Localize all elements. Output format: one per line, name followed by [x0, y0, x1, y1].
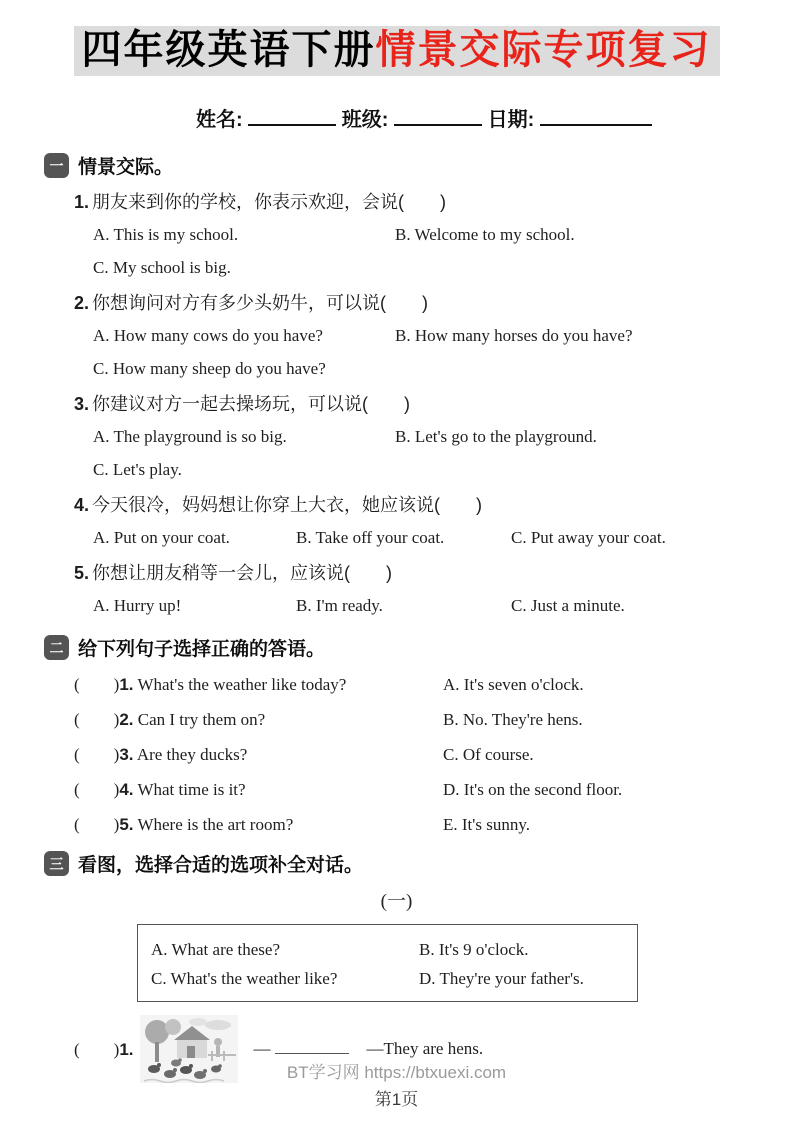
footer-site-link[interactable]: BT学习网 https://btxuexi.com — [286, 1063, 507, 1082]
page-title — [74, 26, 720, 76]
question-text: 朋友来到你的学校，你表示欢迎，会说( ) — [92, 192, 447, 212]
question-stem — [74, 392, 793, 416]
student-info-line — [196, 103, 793, 132]
match-row-2 — [74, 708, 793, 731]
option-row — [93, 526, 793, 550]
match-question-text: Where is the art room? — [137, 815, 294, 834]
question-2 — [0, 291, 793, 381]
box-option-b: B. It's 9 o'clock. — [419, 940, 529, 959]
answer-blank: ( ) — [74, 1039, 120, 1059]
question-text: 你想让朋友稍等一会儿，应该说( ) — [92, 563, 393, 583]
option-a: A. Hurry up! — [93, 596, 182, 615]
match-number: 1. — [119, 675, 134, 694]
match-row-3 — [74, 743, 793, 766]
match-answer: D. It's on the second floor. — [443, 780, 623, 799]
option-b: B. Let's go to the playground. — [395, 427, 597, 446]
dialogue-part-label: (一) — [380, 891, 413, 912]
section-two-header — [44, 634, 793, 661]
match-question — [74, 813, 443, 836]
match-row-1 — [74, 673, 793, 696]
options-box-row — [151, 939, 637, 961]
question-text: 你想询问对方有多少头奶牛，可以说( ) — [92, 293, 429, 313]
box-option-a: A. What are these? — [151, 940, 281, 959]
answer-blank: ( ) — [74, 745, 120, 764]
match-number: 2. — [119, 710, 134, 729]
match-answer: B. No. They're hens. — [443, 710, 583, 729]
section-two-icon: 二 — [44, 635, 69, 660]
section-three-icon: 三 — [44, 851, 69, 876]
match-answer: C. Of course. — [443, 745, 534, 764]
answer-blank: ( ) — [74, 710, 120, 729]
match-answer: A. It's seven o'clock. — [443, 675, 584, 694]
question-stem — [74, 291, 793, 315]
option-c: C. My school is big. — [93, 258, 231, 277]
answer-blank: ( ) — [74, 675, 120, 694]
section-two-title: 给下列句子选择正确的答语。 — [78, 639, 326, 660]
question-number: 1. — [74, 192, 90, 212]
dash: — — [253, 1039, 271, 1058]
option-c: C. Let's play. — [93, 460, 182, 479]
match-row-5 — [74, 813, 793, 836]
dialogue-item-number: 1. — [119, 1039, 134, 1059]
answer-blank: ( ) — [74, 815, 120, 834]
match-question — [74, 708, 443, 731]
question-number: 4. — [74, 495, 90, 515]
name-label: 姓名: — [196, 109, 243, 131]
question-5 — [0, 561, 793, 618]
option-b: B. How many horses do you have? — [395, 326, 633, 345]
question-stem — [74, 190, 793, 214]
class-blank — [394, 107, 482, 126]
title-banner — [0, 26, 793, 76]
match-question-text: Can I try them on? — [137, 710, 266, 729]
match-question-text: Are they ducks? — [136, 745, 248, 764]
options-box-row — [151, 968, 637, 990]
option-row — [93, 594, 793, 618]
question-number: 3. — [74, 394, 90, 414]
option-row — [93, 324, 793, 348]
option-b: B. Take off your coat. — [296, 528, 445, 547]
option-b: B. I'm ready. — [296, 596, 383, 615]
title-red-part: 情景交际专项复习 — [375, 28, 712, 72]
option-c: C. Just a minute. — [511, 596, 625, 615]
question-stem — [74, 493, 793, 517]
option-row — [93, 458, 793, 482]
options-box — [137, 924, 638, 1002]
question-number: 5. — [74, 563, 90, 583]
option-row — [93, 425, 793, 449]
page-footer — [0, 1058, 793, 1110]
question-3 — [0, 392, 793, 482]
match-row-4 — [74, 778, 793, 801]
match-question — [74, 778, 443, 801]
date-blank — [540, 107, 652, 126]
option-a: A. How many cows do you have? — [93, 326, 323, 345]
name-blank — [248, 107, 336, 126]
match-question — [74, 743, 443, 766]
option-c: C. How many sheep do you have? — [93, 359, 326, 378]
match-question-text: What's the weather like today? — [137, 675, 347, 694]
class-label: 班级: — [341, 109, 389, 131]
answer-blank: ( ) — [74, 780, 120, 799]
section-three-header — [44, 850, 793, 877]
section-one-title: 情景交际。 — [78, 157, 174, 178]
question-stem — [74, 561, 793, 585]
section-three-title: 看图，选择合适的选项补全对话。 — [78, 855, 364, 876]
option-c: C. Put away your coat. — [511, 528, 666, 547]
match-number: 5. — [119, 815, 134, 834]
footer-page-number: 第1页 — [374, 1090, 419, 1109]
section-one-icon: 一 — [44, 153, 69, 178]
box-option-c: C. What's the weather like? — [151, 969, 338, 988]
match-question — [74, 673, 443, 696]
dialogue-answer: —They are hens. — [366, 1039, 484, 1058]
section-one-header — [44, 152, 793, 179]
question-number: 2. — [74, 293, 90, 313]
option-a: A. This is my school. — [93, 225, 239, 244]
option-a: A. Put on your coat. — [93, 528, 230, 547]
match-number: 3. — [119, 745, 134, 764]
question-text: 你建议对方一起去操场玩，可以说( ) — [92, 394, 411, 414]
title-black-part: 四年级英语下册 — [81, 28, 376, 72]
option-row — [93, 223, 793, 247]
question-text: 今天很冷，妈妈想让你穿上大衣，她应该说( ) — [92, 495, 483, 515]
option-row — [93, 357, 793, 381]
option-row — [93, 256, 793, 280]
match-question-text: What time is it? — [137, 780, 246, 799]
dialogue-blank-line — [254, 1039, 484, 1059]
box-option-d: D. They're your father's. — [419, 969, 584, 988]
date-label: 日期: — [487, 109, 535, 131]
question-1 — [0, 190, 793, 280]
fill-in-blank — [275, 1039, 349, 1054]
option-a: A. The playground is so big. — [93, 427, 287, 446]
match-number: 4. — [119, 780, 134, 799]
option-b: B. Welcome to my school. — [395, 225, 575, 244]
match-answer: E. It's sunny. — [443, 815, 530, 834]
question-4 — [0, 493, 793, 550]
